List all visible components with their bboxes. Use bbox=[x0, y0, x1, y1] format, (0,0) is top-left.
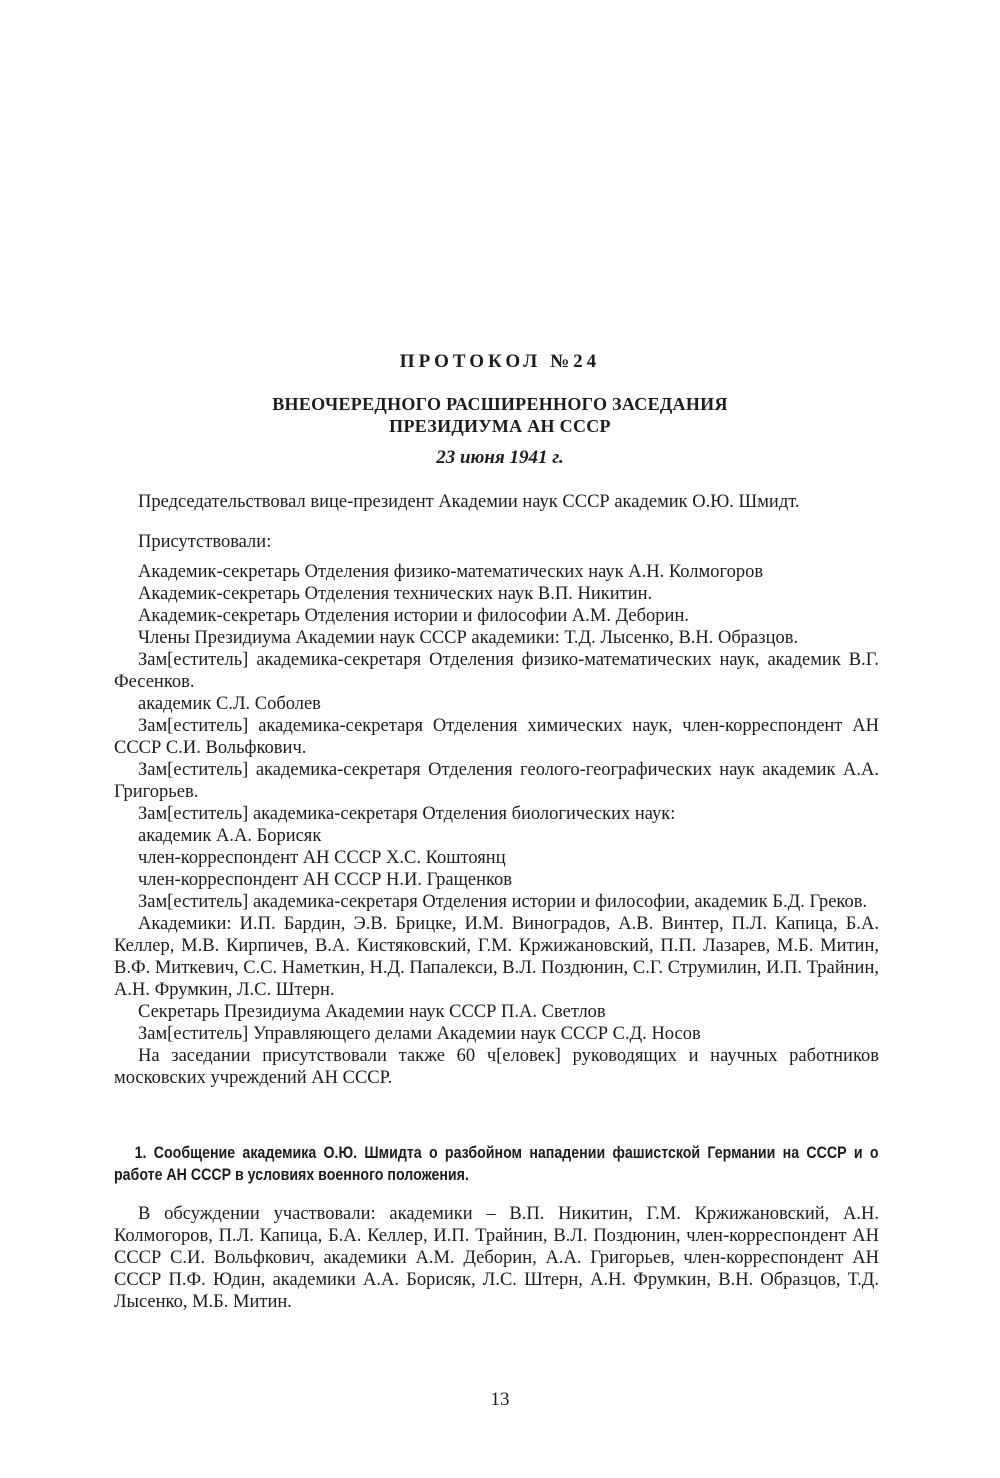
attendee-item: Зам[еститель] академика-секретаря Отделения физико-математических наук, академик В.Г. Фесенков. bbox=[114, 650, 879, 692]
attendee-item: Академик-секретарь Отделения физико-математических наук А.Н. Колмогоров bbox=[138, 562, 764, 582]
page-number: 13 bbox=[490, 1389, 510, 1410]
attendee-item: Зам[еститель] академика-секретаря Отделения геолого-географических наук академик А.А. Григорьев. bbox=[114, 760, 879, 802]
present-heading: Присутствовали: bbox=[138, 532, 272, 552]
section-1-discussion: В обсуждении участвовали: академики – В.П. Никитин, Г.М. Кржижановский, А.Н. Колмогоров, П.Л. Капица, Б.А. Келлер, И.П. Трайнин, В.Л. Поздюнин, член-корреспондент АН СССР С.И. Вольфкович, академики А.М. Деборин, А.А. Григорьев, член-корреспондент АН СССР П.Ф. Юдин, академики А.А. Борисяк, Л.С. Штерн, А.Н. Фрумкин, В.Н. Образцов, Т.Д. Лысенко, М.Б. Митин. bbox=[114, 1204, 879, 1312]
section-1-heading: 1. Сообщение академика О.Ю. Шмидта о разбойном нападении фашистской Германии на СССР и о работе АН СССР в условиях военного положения. bbox=[114, 1144, 879, 1184]
attendee-item: Секретарь Президиума Академии наук СССР П.А. Светлов bbox=[138, 1002, 606, 1022]
attendee-item: Зам[еститель] Управляющего делами Академии наук СССР С.Д. Носов bbox=[138, 1024, 701, 1044]
attendee-item: Члены Президиума Академии наук СССР академики: Т.Д. Лысенко, В.Н. Образцов. bbox=[138, 628, 799, 648]
attendee-item: Зам[еститель] академика-секретаря Отделения биологических наук: bbox=[138, 804, 676, 824]
attendee-item: Зам[еститель] академика-секретаря Отделения истории и философии, академик Б.Д. Греков. bbox=[138, 892, 868, 912]
attendee-item: член-корреспондент АН СССР Х.С. Коштоянц bbox=[138, 848, 506, 868]
meeting-title-line2: ПРЕЗИДИУМА АН СССР bbox=[389, 416, 611, 436]
attendee-item: Зам[еститель] академика-секретаря Отделения химических наук, член-корреспондент АН СССР С.И. Вольфкович. bbox=[114, 716, 879, 758]
attendee-item: Академик-секретарь Отделения истории и философии А.М. Деборин. bbox=[138, 606, 689, 626]
protocol-title: ПРОТОКОЛ №24 bbox=[399, 351, 601, 372]
attendee-item: На заседании присутствовали также 60 ч[еловек] руководящих и научных работников московских учреждений АН СССР. bbox=[114, 1046, 879, 1088]
meeting-title-line1: ВНЕОЧЕРЕДНОГО РАСШИРЕННОГО ЗАСЕДАНИЯ bbox=[272, 394, 728, 414]
attendee-item: Академики: И.П. Бардин, Э.В. Брицке, И.М. Виноградов, А.В. Винтер, П.Л. Капица, Б.А. Келлер, М.В. Кирпичев, В.А. Кистяковский, Г.М. Кржижановский, П.П. Лазарев, М.Б. Митин, В.Ф. Миткевич, С.С. Наметкин, Н.Д. Папалекси, В.Л. Поздюнин, С.Г. Струмилин, И.П. Трайнин, А.Н. Фрумкин, Л.С. Штерн. bbox=[114, 914, 879, 1000]
chair-paragraph: Председательствовал вице-президент Академии наук СССР академик О.Ю. Шмидт. bbox=[138, 492, 800, 512]
attendee-item: член-корреспондент АН СССР Н.И. Гращенков bbox=[138, 870, 513, 890]
attendee-item: Академик-секретарь Отделения технических наук В.П. Никитин. bbox=[138, 584, 653, 604]
attendee-item: академик А.А. Борисяк bbox=[138, 826, 322, 846]
meeting-title bbox=[0, 393, 1000, 437]
meeting-date: 23 июня 1941 г. bbox=[436, 447, 564, 468]
attendee-item: академик С.Л. Соболев bbox=[138, 694, 321, 714]
attendee-list bbox=[114, 561, 879, 1089]
